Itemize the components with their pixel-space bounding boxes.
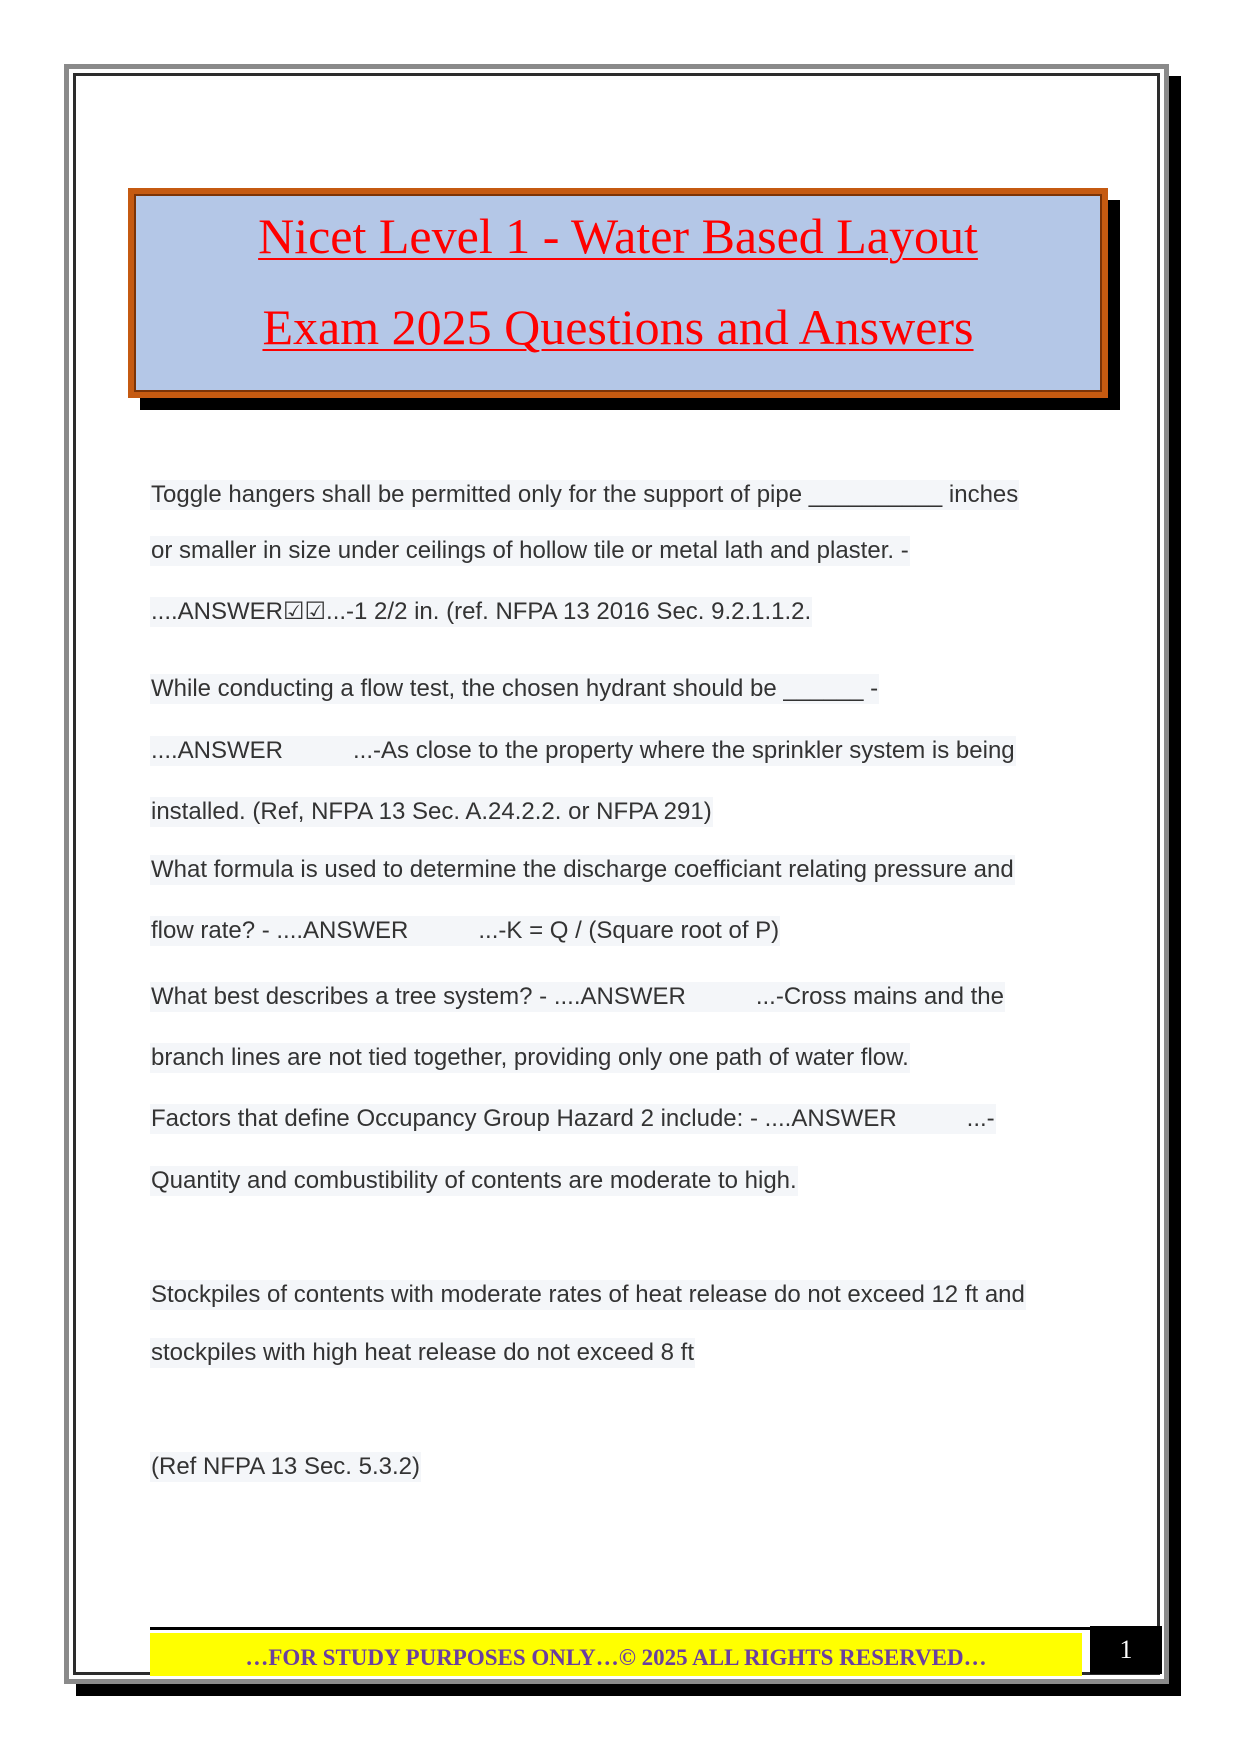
answer-label: ....ANSWER: [151, 737, 284, 764]
text-line: [150, 1104, 996, 1134]
text-line: branch lines are not tied together, providing only one path of water flow.: [151, 1044, 909, 1071]
question-text: Factors that define Occupancy Group Hazard 2 include: - ....ANSWER: [151, 1105, 897, 1132]
text-line: ....ANSWER☑☑...-1 2/2 in. (ref. NFPA 13 2016 Sec. 9.2.1.1.2.: [151, 598, 812, 625]
page-number: 1: [1090, 1626, 1162, 1674]
question-text: What best describes a tree system? - ....ANSWER: [151, 983, 686, 1010]
answer-text: ...-: [966, 1105, 995, 1132]
footer-rule: [150, 1627, 1090, 1630]
answer-text: ...-K = Q / (Square root of P): [478, 917, 780, 944]
title-box: [128, 188, 1108, 398]
text-line: While conducting a flow test, the chosen hydrant should be ______ -: [151, 675, 879, 702]
footer-band: …FOR STUDY PURPOSES ONLY…© 2025 ALL RIGHTS RESERVED…: [150, 1633, 1082, 1676]
text-line: (Ref NFPA 13 Sec. 5.3.2): [151, 1453, 421, 1480]
text-line: What formula is used to determine the discharge coefficiant relating pressure and: [151, 856, 1014, 883]
title-line-2: Exam 2025 Questions and Answers: [262, 299, 974, 355]
text-line: Toggle hangers shall be permitted only for the support of pipe __________ inches: [151, 481, 1019, 508]
text-line: installed. (Ref, NFPA 13 Sec. A.24.2.2. or NFPA 291): [151, 798, 712, 825]
text-line: Stockpiles of contents with moderate rates of heat release do not exceed 12 ft and: [151, 1281, 1025, 1308]
answer-text: ...-As close to the property where the sprinkler system is being: [353, 737, 1015, 764]
text-line: Quantity and combustibility of contents are moderate to high.: [151, 1167, 797, 1194]
text-line: stockpiles with high heat release do not exceed 8 ft: [151, 1339, 694, 1366]
answer-text: ...-Cross mains and the: [755, 983, 1004, 1010]
question-text: flow rate? - ....ANSWER: [151, 917, 409, 944]
title-line-1: Nicet Level 1 - Water Based Layout: [258, 208, 978, 264]
text-line: [150, 916, 780, 946]
text-line: or smaller in size under ceilings of hollow tile or metal lath and plaster. -: [151, 537, 909, 564]
text-line: [150, 982, 1005, 1012]
text-line: [150, 736, 1016, 766]
